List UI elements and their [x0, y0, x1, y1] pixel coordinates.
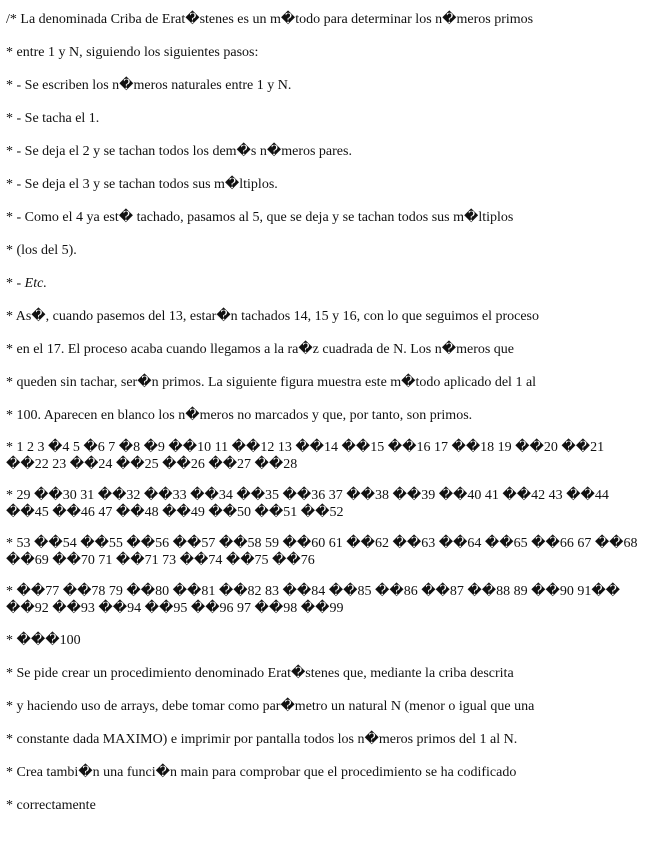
text-line-12: * queden sin tachar, ser�n primos. La siguiente figura muestra este m�todo aplicado del 1 al [6, 375, 537, 390]
text-line-7: * - Como el 4 ya est� tachado, pasamos al 5, que se deja y se tachan todos sus m�ltiplos [6, 210, 514, 225]
text-line-13: * 100. Aparecen en blanco los n�meros no marcados y que, por tanto, son primos. [6, 408, 473, 423]
etc-text: Etc. [24, 276, 47, 291]
numbers-line-3: * 53 ��54 ��55 ��56 ��57 ��58 59 ��60 61 ��62 ��63 ��64 ��65 ��66 67 ��68 ��69 ��70 71 ��71 73 ��74 ��75 ��76 [6, 536, 642, 568]
text-line-9-prefix: * - [6, 276, 25, 291]
text-line-11: * en el 17. El proceso acaba cuando llegamos a la ra�z cuadrada de N. Los n�meros que [6, 342, 515, 357]
text-line-1: /* La denominada Criba de Erat�stenes es un m�todo para determinar los n�meros primos [6, 12, 534, 27]
text-line-14: * Se pide crear un procedimiento denominado Erat�stenes que, mediante la criba descrita [6, 666, 514, 681]
numbers-line-5: * ���100 [6, 633, 81, 648]
numbers-line-4: * ��77 ��78 79 ��80 ��81 ��82 83 ��84 ��85 ��86 ��87 ��88 89 ��90 91�� ��92 ��93 ��94 ��95 ��96 97 ��98 ��99 [6, 584, 624, 616]
numbers-line-2: * 29 ��30 31 ��32 ��33 ��34 ��35 ��36 37 ��38 ��39 ��40 41 ��42 43 ��44 ��45 ��46 47 ��48 ��49 ��50 ��51 ��52 [6, 488, 613, 520]
text-line-8: * (los del 5). [6, 243, 77, 258]
text-line-18: * correctamente [6, 798, 96, 813]
text-line-3: * - Se escriben los n�meros naturales entre 1 y N. [6, 78, 292, 93]
text-line-2: * entre 1 y N, siguiendo los siguientes pasos: [6, 45, 259, 60]
text-line-10: * As�, cuando pasemos del 13, estar�n tachados 14, 15 y 16, con lo que seguimos el proceso [6, 309, 539, 324]
text-line-5: * - Se deja el 2 y se tachan todos los dem�s n�meros pares. [6, 144, 352, 159]
text-line-6: * - Se deja el 3 y se tachan todos sus m�ltiplos. [6, 177, 278, 192]
text-line-4: * - Se tacha el 1. [6, 111, 100, 126]
text-line-17: * Crea tambi�n una funci�n main para comprobar que el procedimiento se ha codificado [6, 765, 517, 780]
text-line-15: * y haciendo uso de arrays, debe tomar como par�metro un natural N (menor o igual que una [6, 699, 535, 714]
numbers-line-1: * 1 2 3 �4 5 �6 7 �8 �9 ��10 11 ��12 13 ��14 ��15 ��16 17 ��18 19 ��20 ��21 ��22 23 ��24 ��25 ��26 ��27 ��28 [6, 440, 608, 472]
text-line-9 [6, 274, 649, 293]
text-line-16: * constante dada MAXIMO) e imprimir por pantalla todos los n�meros primos del 1 al N. [6, 732, 518, 747]
